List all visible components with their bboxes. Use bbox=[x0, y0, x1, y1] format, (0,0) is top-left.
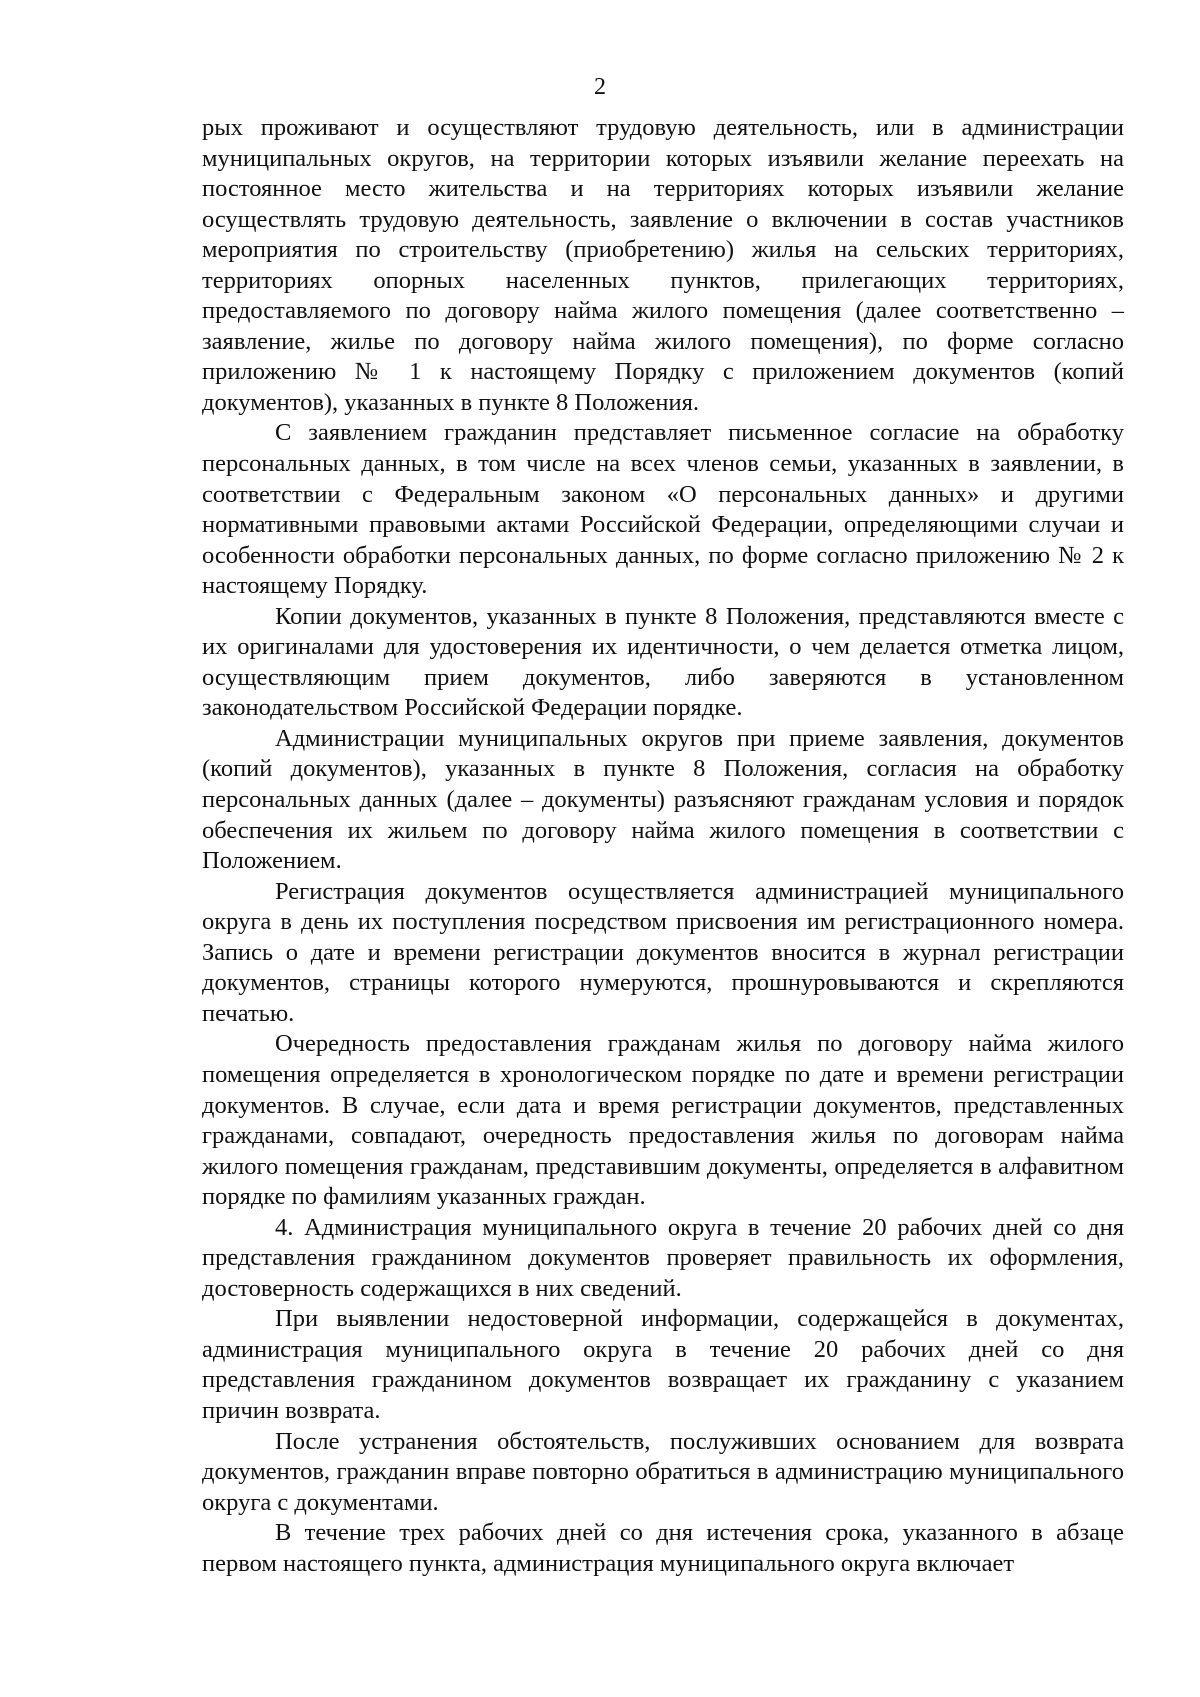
paragraph-administration-explanation: Администрации муниципальных округов при приеме заявления, документов (копий документов), указанных в пункте 8 Положения, согласия на обработку персональных данных (далее – документы) разъясняют гражданам условия и порядок обеспечения их жильем по договору найма жилого помещения в соответствии с Положением. bbox=[202, 724, 1124, 875]
paragraph-queue-order: Очередность предоставления гражданам жилья по договору найма жилого помещения определяется в хронологическом порядке по дате и времени регистрации документов. В случае, если дата и время регистрации документов, представленных гражданами, совпадают, очередность предоставления жилья по договорам найма жилого помещения гражданам, представившим документы, определяется в алфавитном порядке по фамилиям указанных граждан. bbox=[202, 1030, 1124, 1211]
page-number: 2 bbox=[594, 74, 606, 100]
document-body bbox=[202, 113, 1124, 1579]
paragraph-consent: С заявлением гражданин представляет письменное согласие на обработку персональных данных, в том числе на всех членов семьи, указанных в заявлении, в соответствии с Федеральным законом «О персональных данных» и другими нормативными правовыми актами Российской Федерации, определяющими случаи и особенности обработки персональных данных, по форме согласно приложению № 2 к настоящему Порядку. bbox=[202, 419, 1124, 600]
paragraph-continuation: рых проживают и осуществляют трудовую деятельность, или в администрации муниципальных округов, на территории которых изъявили желание переехать на постоянное место жительства и на территориях которых изъявили желание осуществлять трудовую деятельность, заявление о включении в состав участников мероприятия по строительству (приобретению) жилья на сельских территориях, территориях опорных населенных пунктов, прилегающих территориях, предоставляемого по договору найма жилого помещения (далее соответственно – заявление, жилье по договору найма жилого помещения), по форме согласно приложению № 1 к настоящему Порядку с приложением документов (копий документов), указанных в пункте 8 Положения. bbox=[202, 114, 1124, 416]
paragraph-inclusion-deadline: В течение трех рабочих дней со дня истечения срока, указанного в абзаце первом настоящего пункта, администрация муниципального округа включает bbox=[202, 1519, 1124, 1577]
paragraph-invalid-information: При выявлении недостоверной информации, содержащейся в документах, администрация муниципального округа в течение 20 рабочих дней со дня представления гражданином документов возвращает их гражданину с указанием причин возврата. bbox=[202, 1305, 1124, 1424]
paragraph-document-copies: Копии документов, указанных в пункте 8 Положения, представляются вместе с их оригиналами для удостоверения их идентичности, о чем делается отметка лицом, осуществляющим прием документов, либо заверяются в установленном законодательством Российской Федерации порядке. bbox=[202, 602, 1124, 722]
paragraph-resubmission: После устранения обстоятельств, послуживших основанием для возврата документов, гражданин вправе повторно обратиться в администрацию муниципального округа с документами. bbox=[202, 1427, 1124, 1516]
paragraph-item-4: 4. Администрация муниципального округа в течение 20 рабочих дней со дня представления гражданином документов проверяет правильность их оформления, достоверность содержащихся в них сведений. bbox=[202, 1213, 1124, 1302]
paragraph-registration: Регистрация документов осуществляется администрацией муниципального округа в день их поступления посредством присвоения им регистрационного номера. Запись о дате и времени регистрации документов вносится в журнал регистрации документов, страницы которого нумеруются, прошнуровываются и скрепляются печатью. bbox=[202, 877, 1124, 1027]
